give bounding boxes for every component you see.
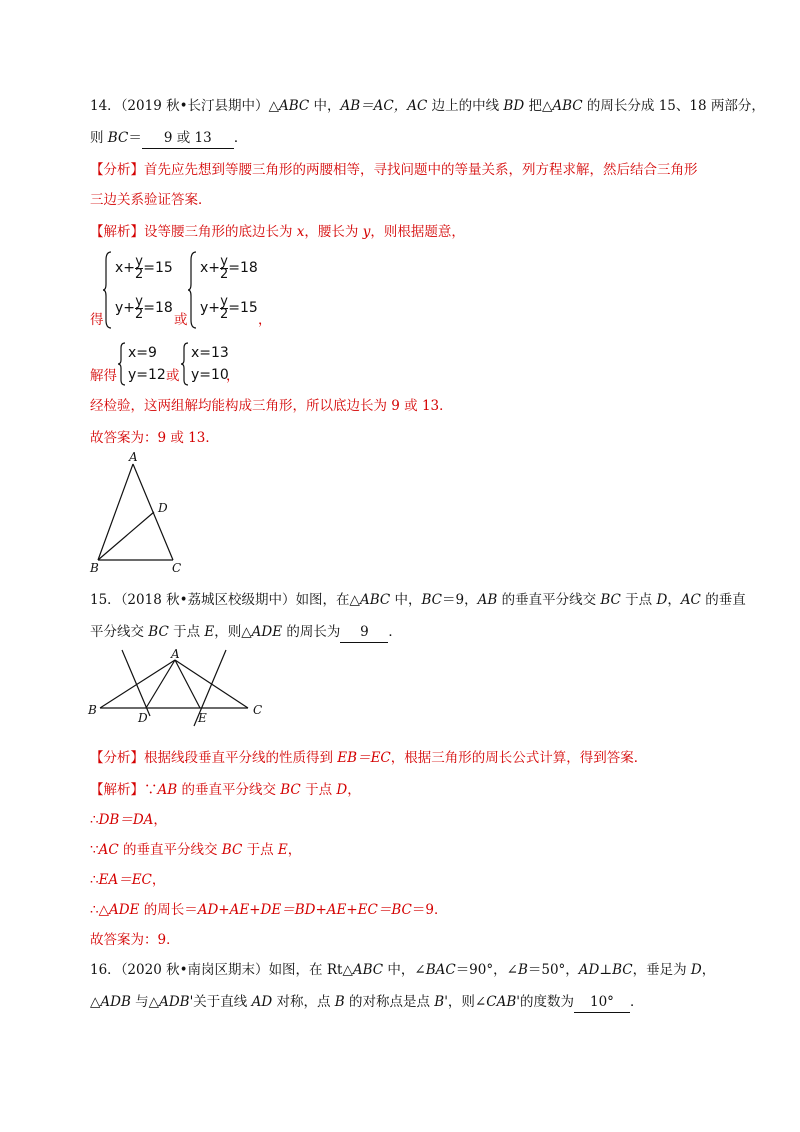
q15-text: ADE bbox=[251, 624, 283, 640]
fraction bbox=[135, 293, 144, 322]
q14-comma: ， bbox=[258, 312, 272, 328]
q16-text: ，则∠ bbox=[447, 994, 487, 1010]
q15-text: ＝9， bbox=[442, 592, 478, 608]
q15-text: 的垂直 bbox=[700, 592, 746, 608]
q16-text: ADB bbox=[100, 994, 131, 1010]
equation-text: y+ bbox=[115, 300, 136, 316]
q14-text: ＝ bbox=[128, 130, 142, 146]
q15-solution-text: ， bbox=[153, 812, 167, 828]
q14-number: 14． bbox=[90, 98, 121, 114]
q16-text: AD bbox=[251, 994, 273, 1010]
q15-analysis bbox=[90, 748, 647, 768]
q15-text: ，则△ bbox=[214, 624, 252, 640]
q16-source: （2020 秋•南岗区期末） bbox=[120, 962, 269, 978]
q15-solution-tag: 【解析】 bbox=[90, 782, 144, 798]
numerator: y bbox=[135, 253, 143, 269]
q14-solution-1 bbox=[90, 222, 465, 242]
left-brace-icon bbox=[103, 250, 113, 330]
q15-solution-1 bbox=[90, 780, 361, 800]
q14-text: BC bbox=[107, 130, 129, 146]
q15-text: ， bbox=[667, 592, 681, 608]
segment-ae bbox=[175, 660, 200, 708]
q16-number: 16． bbox=[90, 962, 121, 978]
solution-row: x=13 bbox=[191, 345, 229, 361]
perpendicular-bisector-ab bbox=[122, 650, 150, 716]
denominator: 2 bbox=[135, 266, 144, 282]
equation-row bbox=[115, 294, 173, 322]
q16-text: BC bbox=[612, 962, 633, 978]
q15-solution-text: 的垂直平分线交 bbox=[118, 842, 222, 858]
left-brace-icon bbox=[118, 342, 126, 386]
q16-line-2 bbox=[90, 992, 643, 1013]
q14-text: 的周长分成 15、18 两部分， bbox=[582, 98, 765, 114]
q16-text: 的对称点是点 bbox=[344, 994, 435, 1010]
numerator: y bbox=[220, 253, 228, 269]
numerator: y bbox=[220, 293, 228, 309]
fraction bbox=[135, 253, 144, 282]
q15-solution-5 bbox=[90, 900, 447, 920]
q15-source: （2018 秋•荔城区校级期中） bbox=[120, 592, 296, 608]
q16-text: 的度数为 bbox=[519, 994, 574, 1010]
q15-text: 于点 bbox=[168, 624, 205, 640]
q15-text: AB bbox=[477, 592, 498, 608]
q14-analysis-2: 三边关系验证答案． bbox=[90, 192, 212, 208]
equation-text: =18 bbox=[143, 300, 173, 316]
q16-text: 如图，在 Rt△ bbox=[268, 962, 353, 978]
point-e-label: E bbox=[198, 711, 207, 725]
q14-solve-label: 解得 bbox=[90, 368, 117, 384]
q15-solution-text: ＝9． bbox=[411, 902, 448, 918]
q14-text: ABC bbox=[278, 98, 310, 114]
q15-triangle-figure bbox=[86, 644, 276, 730]
q14-equation-systems bbox=[90, 250, 290, 330]
q14-line-2 bbox=[90, 128, 247, 149]
q15-text: BC bbox=[600, 592, 621, 608]
q16-text: AD bbox=[578, 962, 600, 978]
q15-solution-text: 的垂直平分线交 bbox=[177, 782, 281, 798]
q14-solution-text: x bbox=[296, 224, 305, 240]
left-brace-icon bbox=[188, 250, 198, 330]
q15-text: 中， bbox=[390, 592, 422, 608]
equation-row bbox=[115, 254, 173, 282]
q14-or-label: 或 bbox=[166, 368, 180, 384]
q16-text: B bbox=[334, 994, 345, 1010]
equation-text: =15 bbox=[143, 260, 173, 276]
q14-answer-blank: 9 或 13 bbox=[142, 128, 234, 149]
q16-text: ADB' bbox=[159, 994, 194, 1010]
q14-text: BD bbox=[503, 98, 525, 114]
numerator: y bbox=[135, 293, 143, 309]
equation-row bbox=[200, 294, 258, 322]
equation-row bbox=[200, 254, 258, 282]
q15-analysis-tag: 【分析】 bbox=[90, 750, 144, 766]
q16-text: 关于直线 bbox=[193, 994, 252, 1010]
q15-solution-text: ， bbox=[151, 872, 166, 888]
q15-analysis-text: EB＝EC bbox=[337, 750, 391, 766]
q14-solution-text: ，则根据题意， bbox=[370, 224, 465, 240]
q15-solution-text: E bbox=[277, 842, 288, 858]
q15-analysis-text: 根据线段垂直平分线的性质得到 bbox=[144, 750, 338, 766]
q15-solution-text: ∴△ bbox=[90, 902, 109, 918]
q14-verify: 经检验，这两组解均能构成三角形，所以底边长为 9 或 13． bbox=[90, 398, 453, 414]
q15-text: 的垂直平分线交 bbox=[497, 592, 601, 608]
solution-row: y=10 bbox=[191, 367, 229, 383]
q14-text: ABC bbox=[552, 98, 583, 114]
q16-text: D bbox=[690, 962, 702, 978]
denominator: 2 bbox=[135, 306, 144, 322]
q15-text: BC bbox=[148, 624, 169, 640]
q16-line-1 bbox=[90, 960, 715, 980]
q14-text: 把△ bbox=[524, 98, 553, 114]
q14-solution-text: y bbox=[362, 224, 371, 240]
fraction bbox=[220, 293, 229, 322]
q14-analysis-1 bbox=[90, 160, 698, 180]
segment-ab bbox=[100, 660, 175, 708]
q14-solution-text: ，腰长为 bbox=[304, 224, 363, 240]
q14-text: 则 bbox=[90, 130, 108, 146]
q16-text: ⊥ bbox=[599, 962, 613, 978]
q14-text: △ bbox=[268, 98, 279, 114]
q15-solution-3 bbox=[90, 840, 301, 860]
q15-line-2 bbox=[90, 622, 402, 643]
q16-text: ， bbox=[701, 962, 716, 978]
point-d-label: D bbox=[158, 501, 168, 515]
point-d-label: D bbox=[138, 711, 148, 725]
fraction bbox=[220, 253, 229, 282]
q15-solution-text: AC bbox=[98, 842, 119, 858]
q15-final: 故答案为：9． bbox=[90, 932, 180, 948]
q16-text: ． bbox=[629, 994, 644, 1010]
q14-text: ． bbox=[233, 130, 248, 146]
q16-text: CAB' bbox=[486, 994, 520, 1010]
q15-text: 平分线交 bbox=[90, 624, 149, 640]
q15-solution-text: BC bbox=[280, 782, 301, 798]
q14-analysis-text: 首先应先想到等腰三角形的两腰相等，寻找问题中的等量关系，列方程求解，然后结合三角形 bbox=[144, 162, 698, 178]
q14-solution-1 bbox=[128, 342, 166, 386]
q14-solution-tag: 【解析】 bbox=[90, 224, 144, 240]
q14-triangle-figure bbox=[88, 450, 198, 575]
q15-solution-text: ∵ bbox=[144, 782, 158, 798]
left-brace-icon bbox=[181, 342, 189, 386]
q15-solution-text: 于点 bbox=[300, 782, 337, 798]
equation-text: y+ bbox=[200, 300, 221, 316]
q14-line-1 bbox=[90, 96, 765, 116]
q16-text: ＝90°，∠ bbox=[455, 962, 518, 978]
q14-comma: ， bbox=[226, 368, 240, 384]
q14-solution-text: 设等腰三角形的底边长为 bbox=[144, 224, 297, 240]
q15-text: ． bbox=[388, 624, 402, 640]
point-b-label: B bbox=[90, 561, 99, 575]
q16-text: BAC bbox=[425, 962, 456, 978]
q14-de-label: 得 bbox=[90, 312, 104, 328]
q14-solution-systems bbox=[90, 340, 290, 386]
q15-solution-text: D bbox=[336, 782, 348, 798]
q16-text: 对称，点 bbox=[272, 994, 335, 1010]
point-a-label: A bbox=[129, 450, 138, 464]
q16-text: B' bbox=[434, 994, 448, 1010]
q15-analysis-text: ，根据三角形的周长公式计算，得到答案． bbox=[390, 750, 648, 766]
segment-ad bbox=[146, 660, 175, 708]
q14-analysis-tag: 【分析】 bbox=[90, 162, 144, 178]
q15-text: 的周长为 bbox=[282, 624, 341, 640]
q15-line-1 bbox=[90, 590, 746, 610]
point-c-label: C bbox=[253, 703, 263, 717]
q16-text: 与△ bbox=[130, 994, 160, 1010]
equation-text: x+ bbox=[115, 260, 136, 276]
point-c-label: C bbox=[172, 561, 182, 575]
q15-text: BC bbox=[421, 592, 443, 608]
q15-solution-text: ∴ bbox=[90, 812, 99, 828]
q15-solution-text: ， bbox=[347, 782, 361, 798]
q15-solution-text: EA＝EC bbox=[98, 872, 152, 888]
q15-text: 如图，在△ bbox=[295, 592, 360, 608]
q15-text: AC bbox=[680, 592, 701, 608]
denominator: 2 bbox=[220, 266, 229, 282]
equation-text: =15 bbox=[228, 300, 258, 316]
q16-text: ABC bbox=[352, 962, 384, 978]
q15-solution-text: AD+AE+DE＝BD+AE+EC＝BC bbox=[197, 902, 412, 918]
q16-text: B bbox=[517, 962, 528, 978]
q15-solution-2 bbox=[90, 810, 167, 830]
point-a-label: A bbox=[171, 647, 180, 661]
q15-solution-text: BC bbox=[221, 842, 243, 858]
solution-row: x=9 bbox=[128, 345, 157, 361]
q14-text: 中， bbox=[309, 98, 341, 114]
q15-solution-text: 于点 bbox=[242, 842, 278, 858]
q15-solution-text: ADE bbox=[108, 902, 140, 918]
q16-text: ＝50°， bbox=[527, 962, 579, 978]
q15-text: ABC bbox=[359, 592, 391, 608]
q14-text: 边上的中线 bbox=[427, 98, 504, 114]
q16-text: ，垂足为 bbox=[632, 962, 691, 978]
q15-solution-text: 的周长＝ bbox=[139, 902, 198, 918]
q15-text: D bbox=[656, 592, 668, 608]
equation-text: x+ bbox=[200, 260, 221, 276]
q14-final: 故答案为：9 或 13． bbox=[90, 430, 219, 446]
q15-text: 于点 bbox=[620, 592, 657, 608]
q15-solution-4 bbox=[90, 870, 165, 890]
q14-system-2 bbox=[200, 254, 258, 322]
q15-solution-text: AB bbox=[157, 782, 178, 798]
q15-solution-text: ∵ bbox=[90, 842, 99, 858]
q14-source: （2019 秋•长汀县期中） bbox=[120, 98, 269, 114]
q14-text: AB＝AC，AC bbox=[340, 98, 428, 114]
q16-answer-blank: 10° bbox=[574, 992, 630, 1013]
q15-number: 15． bbox=[90, 592, 121, 608]
q14-or-label: 或 bbox=[174, 312, 188, 328]
solution-row: y=12 bbox=[128, 367, 166, 383]
q15-solution-text: ， bbox=[287, 842, 302, 858]
q15-solution-text: ∴ bbox=[90, 872, 99, 888]
q16-text: 中，∠ bbox=[383, 962, 426, 978]
equation-text: =18 bbox=[228, 260, 258, 276]
q15-answer-blank: 9 bbox=[340, 622, 388, 643]
q15-text: E bbox=[204, 624, 215, 640]
q16-text: △ bbox=[90, 994, 101, 1010]
denominator: 2 bbox=[220, 306, 229, 322]
q14-system-1 bbox=[115, 254, 173, 322]
q14-solution-2 bbox=[191, 342, 229, 386]
point-b-label: B bbox=[88, 703, 97, 717]
q15-solution-text: DB＝DA bbox=[98, 812, 154, 828]
